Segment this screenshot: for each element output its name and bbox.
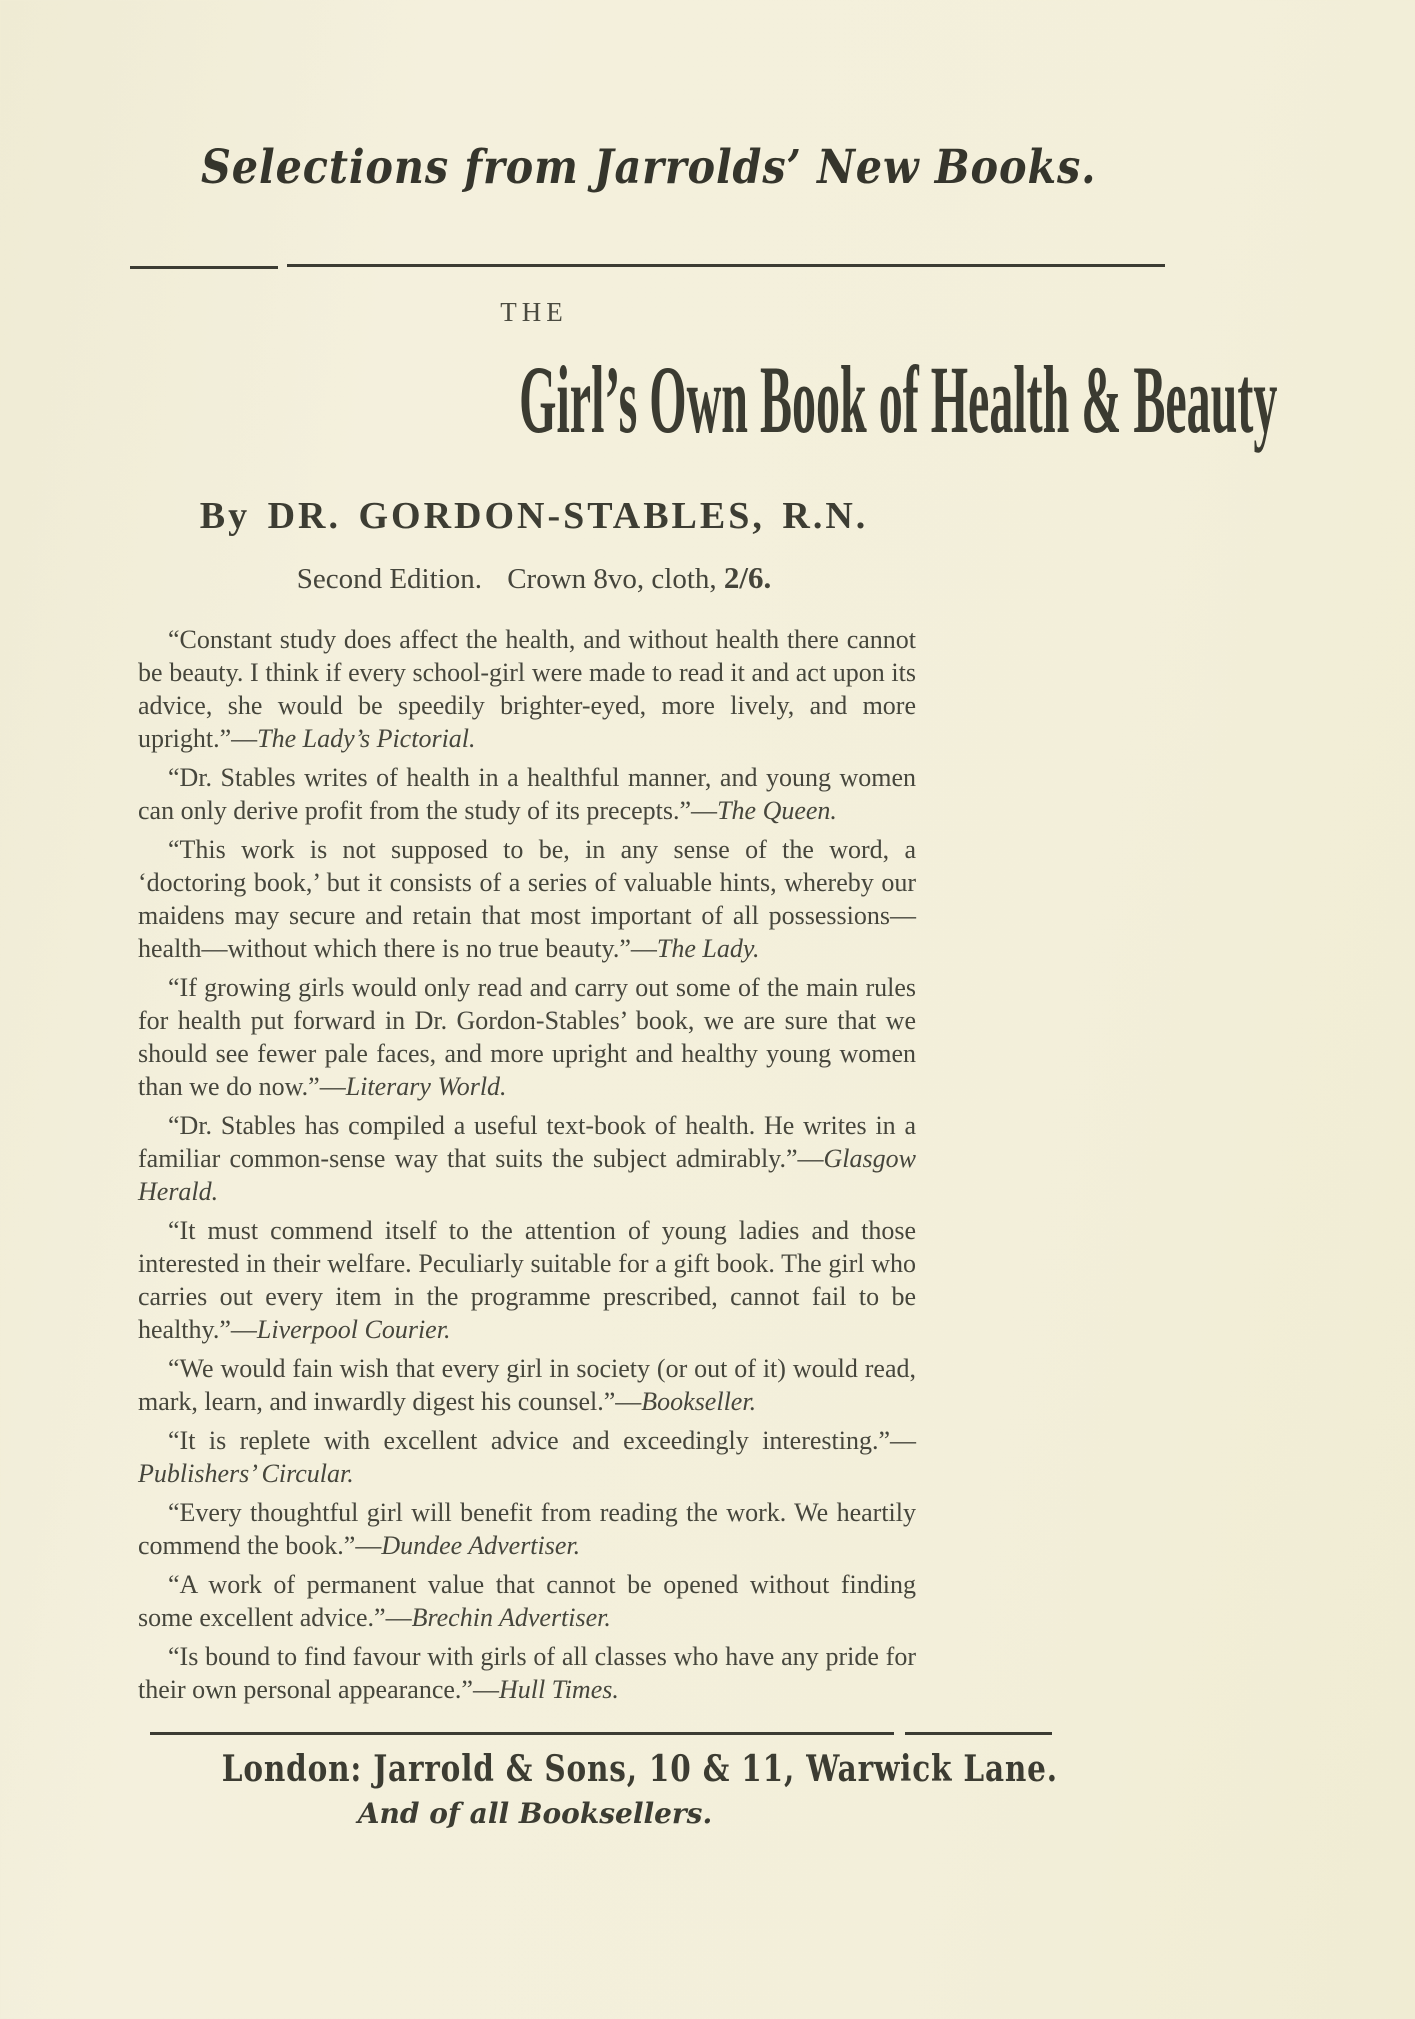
review-quote: “A work of permanent value that cannot be opened without finding some excellent advice.”— <box>138 1570 916 1632</box>
review <box>138 1496 916 1562</box>
review-source: The Queen. <box>717 796 837 825</box>
review <box>138 1352 916 1418</box>
review-quote: “If growing girls would only read and carry out some of the main rules for health put forward in Dr. Gordon-Stables’ book, we are sure that we should see fewer pale faces, and more upright and healthy young women than we do now.”— <box>138 973 916 1101</box>
review <box>138 1109 916 1208</box>
review-source: The Lady’s Pictorial. <box>257 724 476 753</box>
review <box>138 1640 916 1706</box>
review <box>138 971 916 1103</box>
review-quote: “Constant study does affect the health, and without health there cannot be beauty. I think if every school-girl were made to read it and act upon its advice, she would be speedily brighter-eyed, more lively, and more upright.”— <box>138 625 916 753</box>
edition-price: 2/6. <box>723 560 772 595</box>
reviews <box>138 623 916 1712</box>
booksellers-line: And of all Booksellers. <box>357 1797 713 1830</box>
publisher-line <box>130 1748 1058 1790</box>
masthead-text: Selections from Jarrolds’ New Books. <box>201 140 1097 195</box>
masthead-rule-left <box>130 266 278 269</box>
edition-line <box>140 560 928 596</box>
review <box>138 833 916 965</box>
review-source: Dundee Advertiser. <box>381 1531 581 1560</box>
review-quote: “Dr. Stables has compiled a useful text-book of health. He writes in a familiar common-sense way that suits the subject admirably.”— <box>138 1111 916 1173</box>
review-quote: “Dr. Stables writes of health in a healthful manner, and young women can only derive profit from the study of its precepts.”— <box>138 763 916 825</box>
series-label: THE <box>500 297 568 327</box>
review-quote: “Every thoughtful girl will benefit from reading the work. We heartily commend the book.”— <box>138 1498 916 1560</box>
review-source: Bookseller. <box>641 1387 757 1416</box>
review-quote: “It must commend itself to the attention of young ladies and those interested in their welfare. Peculiarly suitable for a gift book. The girl who carries out every item in the programme prescribed, cannot fail to be healthy.”— <box>138 1216 916 1344</box>
review <box>138 761 916 827</box>
author-line: By DR. GORDON-STABLES, R.N. <box>199 495 869 537</box>
review-quote: “We would fain wish that every girl in society (or out of it) would read, mark, learn, and inwardly digest his counsel.”— <box>138 1354 916 1416</box>
edition-format: Crown 8vo, cloth, <box>507 563 717 595</box>
edition-prefix: Second Edition. <box>296 563 482 595</box>
review-quote: “This work is not supposed to be, in any sense of the word, a ‘doctoring book,’ but it consists of a series of valuable hints, whereby our maidens may secure and retain that most important of all possessions—health—without which there is no true beauty.”— <box>138 835 916 963</box>
review <box>138 623 916 755</box>
review <box>138 1424 916 1490</box>
review-quote: “Is bound to find favour with girls of all classes who have any pride for their own personal appearance.”— <box>138 1642 916 1704</box>
review-source: The Lady. <box>656 934 760 963</box>
book-title <box>140 346 1278 453</box>
review-source: Literary World. <box>345 1072 507 1101</box>
masthead-rule-right <box>287 264 1165 267</box>
footer-rule <box>150 1732 1052 1735</box>
book-title-text: Girl’s Own Book of Health & Beauty <box>519 346 1278 453</box>
footer-rule-right <box>905 1732 1052 1735</box>
review-source: Hull Times. <box>498 1675 619 1704</box>
review <box>138 1214 916 1346</box>
masthead-rule <box>130 262 1165 269</box>
masthead <box>140 140 1097 195</box>
review-source: Liverpool Courier. <box>256 1315 451 1344</box>
review-source: Publishers’ Circular. <box>138 1459 354 1488</box>
footer-rule-left <box>150 1732 894 1735</box>
publisher-text: London: Jarrold & Sons, 10 & 11, Warwick Lane. <box>221 1748 1058 1790</box>
review <box>138 1568 916 1634</box>
review-quote: “It is replete with excellent advice and exceedingly interesting.”— <box>168 1426 916 1455</box>
review-source: Glasgow Herald. <box>138 1144 916 1206</box>
review-source: Brechin Advertiser. <box>411 1603 611 1632</box>
